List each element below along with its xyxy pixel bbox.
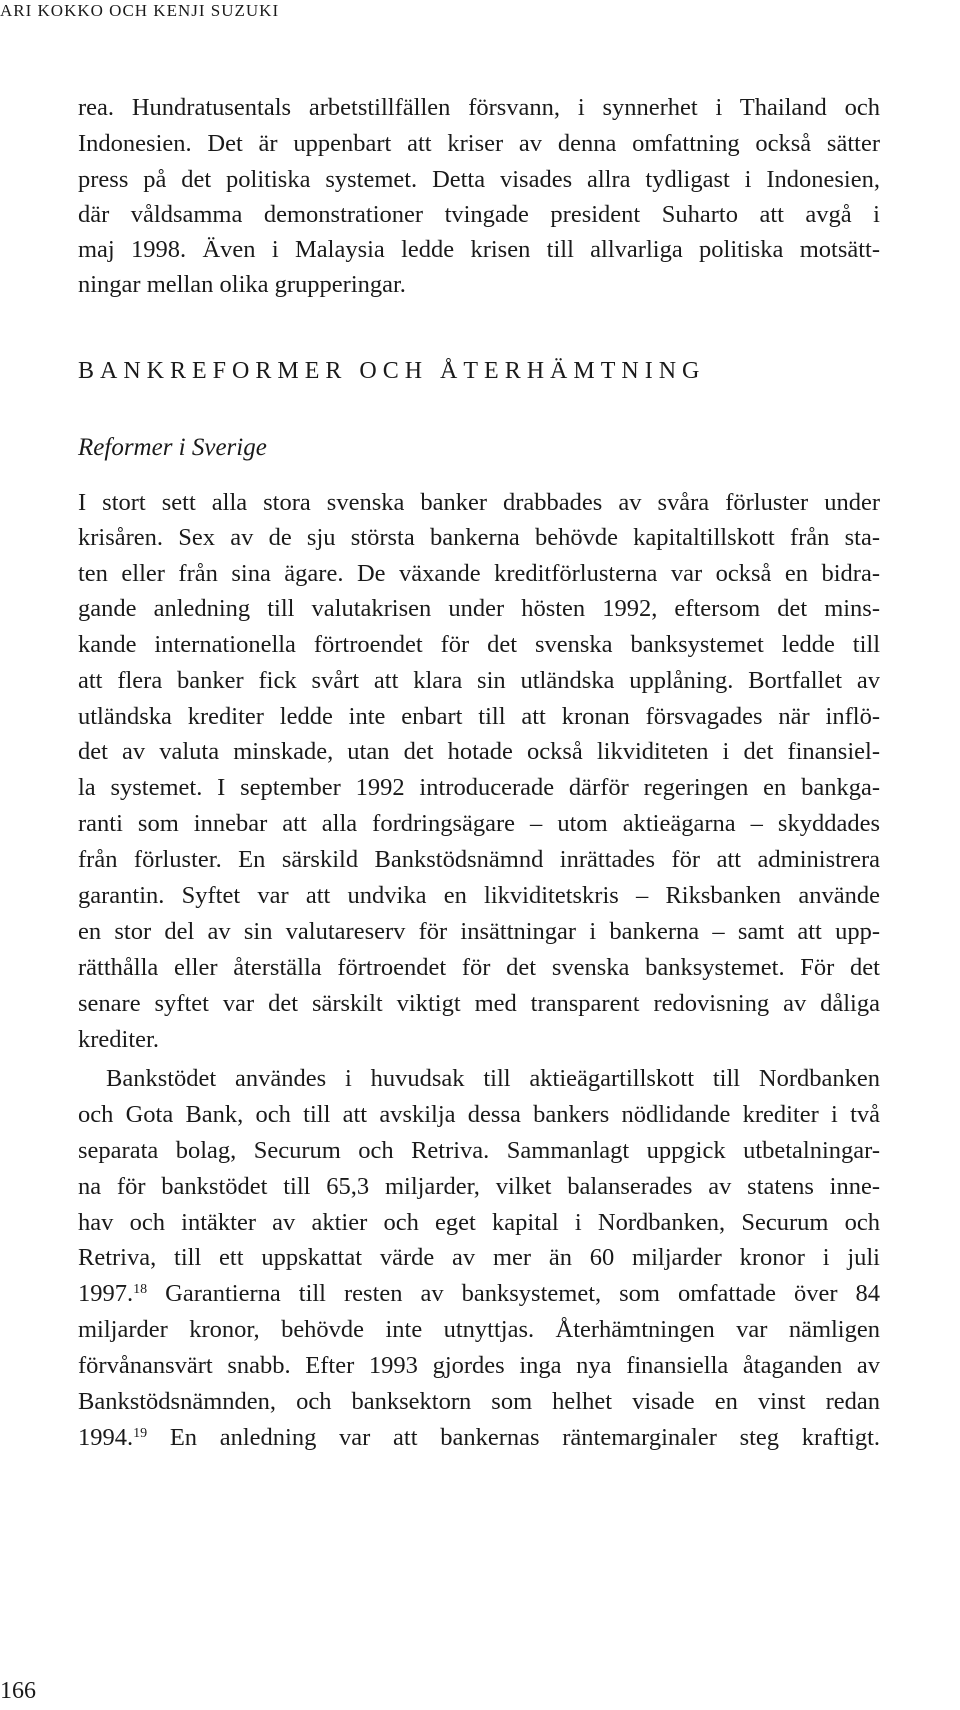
text-line: förvånansvärt snabb. Efter 1993 gjordes inga nya finansiella åtaganden av: [78, 1352, 880, 1379]
text-line: rea. Hundratusentals arbetstillfällen försvann, i synnerhet i Thailand och: [78, 94, 880, 121]
text-line: det av valuta minskade, utan det hotade också likviditeten i det finansiel-: [78, 738, 880, 765]
text-line: krediter.: [78, 1026, 159, 1053]
text-line: Retriva, till ett uppskattat värde av mer än 60 miljarder kronor i juli: [78, 1244, 880, 1271]
subheading: Reformer i Sverige: [78, 434, 267, 461]
text-line: ranti som innebar att alla fordringsägare – utom aktieägarna – skyddades: [78, 810, 880, 837]
year-text: 1997.: [78, 1280, 134, 1307]
text-line: ten eller från sina ägare. De växande kreditförlusterna var också en bidra-: [78, 560, 880, 587]
running-head: ARI KOKKO OCH KENJI SUZUKI: [0, 1, 280, 20]
text-line: ningar mellan olika grupperingar.: [78, 271, 406, 298]
text-line: hav och intäkter av aktier och eget kapital i Nordbanken, Securum och: [78, 1209, 880, 1236]
text-line: utländska krediter ledde inte enbart till att kronan försvagades när inflö-: [78, 703, 880, 730]
text-line: gande anledning till valutakrisen under hösten 1992, eftersom det mins-: [78, 595, 880, 622]
text-line: maj 1998. Även i Malaysia ledde krisen till allvarliga politiska motsätt-: [78, 236, 880, 263]
text-line: Bankstödsnämnden, och banksektorn som helhet visade en vinst redan: [78, 1388, 880, 1415]
text-line: la systemet. I september 1992 introducerade därför regeringen en bankga-: [78, 774, 880, 801]
text-line: garantin. Syftet var att undvika en likviditetskris – Riksbanken använde: [78, 882, 880, 909]
footnote-ref[interactable]: 18: [133, 1282, 148, 1297]
text-line: I stort sett alla stora svenska banker drabbades av svåra förluster under: [78, 489, 880, 516]
text-line: [78, 1279, 880, 1309]
text-line: miljarder kronor, behövde inte utnyttjas. Återhämtningen var nämligen: [78, 1316, 880, 1343]
text-line: rätthålla eller återställa förtroendet för det svenska banksystemet. För det: [78, 954, 880, 981]
text-line: en stor del av sin valutareserv för insättningar i bankerna – samt att upp-: [78, 918, 880, 945]
text-line: krisåren. Sex av de sju största bankerna behövde kapitaltillskott från sta-: [78, 524, 880, 551]
text-line: från förluster. En särskild Bankstödsnämnd inrättades för att administrera: [78, 846, 880, 873]
text-line: att flera banker fick svårt att klara sin utländska upplåning. Bortfallet av: [78, 667, 880, 694]
text-line: och Gota Bank, och till att avskilja dessa bankers nödlidande krediter i två: [78, 1101, 880, 1128]
text-line: Bankstödet användes i huvudsak till aktieägartillskott till Nordbanken: [106, 1065, 880, 1092]
text-line: kande internationella förtroendet för det svenska banksystemet ledde till: [78, 631, 880, 658]
footnote-ref[interactable]: 19: [133, 1426, 148, 1441]
text-line: [78, 1423, 880, 1453]
text-line: senare syftet var det särskilt viktigt med transparent redovisning av dåliga: [78, 990, 880, 1017]
year-text: 1994.: [78, 1424, 134, 1451]
line-text: Garantierna till resten av banksystemet, som omfattade över 84: [147, 1280, 880, 1307]
line-text: En anledning var att bankernas räntemarginaler steg kraftigt.: [147, 1424, 880, 1451]
text-line: press på det politiska systemet. Detta visades allra tydligast i Indonesien,: [78, 166, 880, 193]
section-heading: BANKREFORMER OCH ÅTERHÄMTNING: [78, 358, 706, 384]
text-line: separata bolag, Securum och Retriva. Sammanlagt uppgick utbetalningar-: [78, 1137, 880, 1164]
page-number: 166: [0, 1678, 36, 1704]
text-line: där våldsamma demonstrationer tvingade president Suharto att avgå i: [78, 201, 880, 228]
text-line: na för bankstödet till 65,3 miljarder, vilket balanserades av statens inne-: [78, 1173, 880, 1200]
text-line: Indonesien. Det är uppenbart att kriser av denna omfattning också sätter: [78, 130, 880, 157]
